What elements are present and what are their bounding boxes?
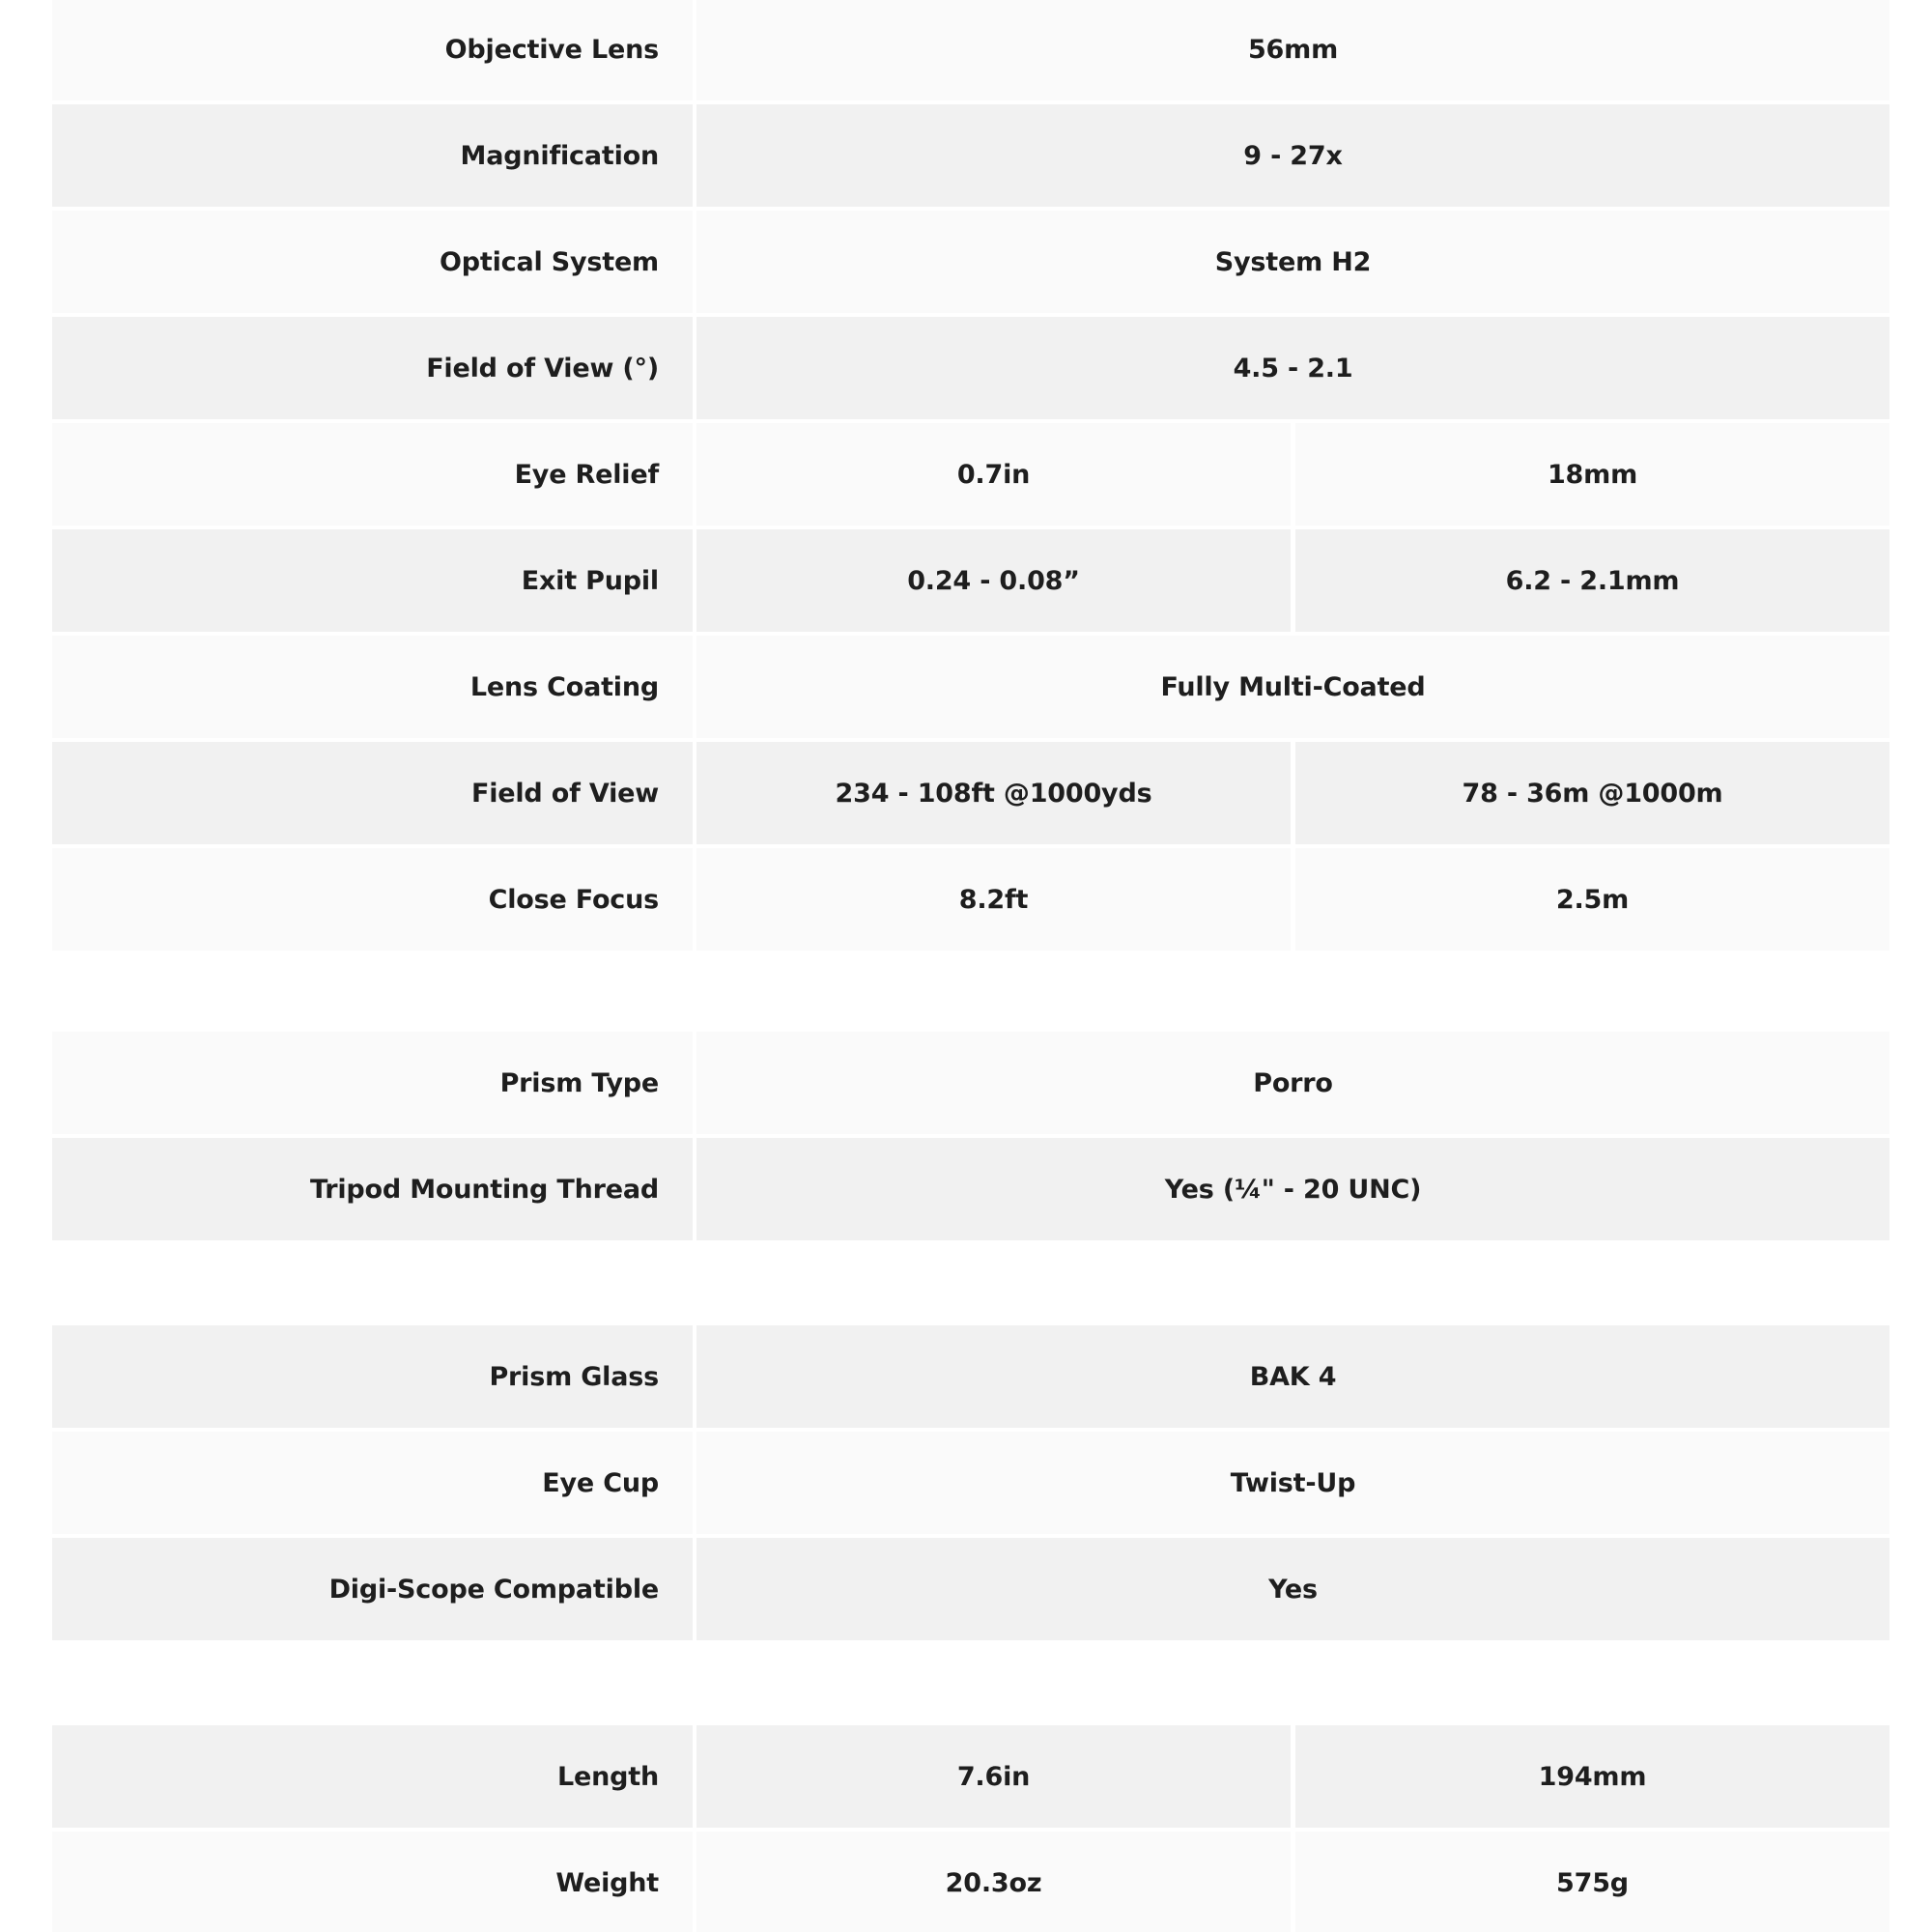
spec-value-metric: 2.5m — [1295, 848, 1889, 951]
table-row — [52, 0, 1889, 100]
spec-label: Field of View (°) — [52, 317, 693, 419]
table-row — [52, 423, 1889, 526]
spec-label: Eye Relief — [52, 423, 693, 526]
spec-label: Field of View — [52, 742, 693, 844]
spec-label: Length — [52, 1725, 693, 1828]
table-row — [52, 742, 1889, 844]
table-row — [52, 1032, 1889, 1134]
table-row — [52, 848, 1889, 951]
spec-label: Prism Type — [52, 1032, 693, 1134]
spec-value-imperial: 20.3oz — [696, 1832, 1291, 1932]
spec-value: Yes — [696, 1538, 1889, 1640]
spec-table-section — [52, 1325, 1889, 1640]
spec-label: Weight — [52, 1832, 693, 1932]
spec-label: Tripod Mounting Thread — [52, 1138, 693, 1240]
spec-label: Digi-Scope Compatible — [52, 1538, 693, 1640]
spec-value: Porro — [696, 1032, 1889, 1134]
table-row — [52, 104, 1889, 207]
spec-value-imperial: 0.7in — [696, 423, 1291, 526]
spec-value-metric: 6.2 - 2.1mm — [1295, 529, 1889, 632]
spec-value-imperial: 8.2ft — [696, 848, 1291, 951]
table-row — [52, 1432, 1889, 1534]
spec-table-section — [52, 1032, 1889, 1240]
spec-value-metric: 78 - 36m @1000m — [1295, 742, 1889, 844]
spec-value-imperial: 7.6in — [696, 1725, 1291, 1828]
spec-value: Fully Multi-Coated — [696, 636, 1889, 738]
table-row — [52, 1725, 1889, 1828]
spec-value: Twist-Up — [696, 1432, 1889, 1534]
table-row — [52, 529, 1889, 632]
table-row — [52, 636, 1889, 738]
spec-label: Prism Glass — [52, 1325, 693, 1428]
table-row — [52, 1325, 1889, 1428]
table-row — [52, 1832, 1889, 1932]
spec-value-imperial: 0.24 - 0.08” — [696, 529, 1291, 632]
spec-label: Exit Pupil — [52, 529, 693, 632]
spec-label: Magnification — [52, 104, 693, 207]
spec-value: 9 - 27x — [696, 104, 1889, 207]
spec-value: System H2 — [696, 211, 1889, 313]
spec-value-metric: 575g — [1295, 1832, 1889, 1932]
spec-table-section — [52, 1725, 1889, 1932]
spec-value: 56mm — [696, 0, 1889, 100]
table-row — [52, 1138, 1889, 1240]
spec-label: Lens Coating — [52, 636, 693, 738]
spec-table-section — [52, 0, 1889, 951]
spec-value-metric: 18mm — [1295, 423, 1889, 526]
table-row — [52, 211, 1889, 313]
spec-label: Optical System — [52, 211, 693, 313]
spec-value-imperial: 234 - 108ft @1000yds — [696, 742, 1291, 844]
spec-value: BAK 4 — [696, 1325, 1889, 1428]
spec-label: Objective Lens — [52, 0, 693, 100]
spec-value-metric: 194mm — [1295, 1725, 1889, 1828]
spec-label: Eye Cup — [52, 1432, 693, 1534]
table-row — [52, 1538, 1889, 1640]
spec-value: Yes (¼" - 20 UNC) — [696, 1138, 1889, 1240]
table-row — [52, 317, 1889, 419]
spec-label: Close Focus — [52, 848, 693, 951]
spec-value: 4.5 - 2.1 — [696, 317, 1889, 419]
